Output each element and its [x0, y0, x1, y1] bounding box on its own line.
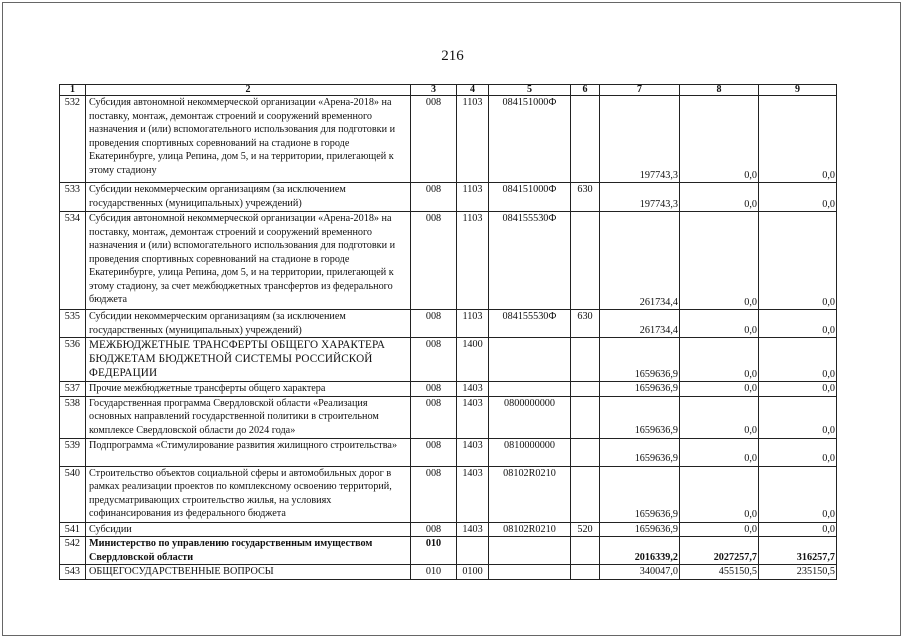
row-section-code [457, 537, 489, 565]
row-amount-col7: 197743,3 [600, 96, 680, 183]
row-amount-col9: 235150,5 [759, 565, 837, 580]
row-target-code: 084155530Ф [489, 310, 571, 338]
row-amount-col9: 0,0 [759, 183, 837, 212]
table-row [60, 382, 837, 397]
page-number: 216 [441, 48, 464, 64]
row-description: Подпрограмма «Стимулирование развития жилищного строительства» [86, 438, 411, 466]
row-amount-col7: 1659636,9 [600, 466, 680, 522]
row-target-code [489, 338, 571, 382]
row-target-code [489, 565, 571, 580]
table-row [60, 565, 837, 580]
row-number: 537 [60, 382, 86, 397]
row-description: Субсидия автономной некоммерческой организации «Арена-2018» на поставку, монтаж, демонтаж строений и сооружений временного назначения и (или) вспомогательного использования для подготовки и проведения спортивных соревнований на стадионе в городе Екатеринбурге, улица Репина, дом 5, и на территории, прилегающей к этому стадиону [86, 96, 411, 183]
row-amount-col8: 455150,5 [680, 565, 759, 580]
row-amount-col8: 0,0 [680, 522, 759, 537]
row-amount-col9: 316257,7 [759, 537, 837, 565]
row-amount-col9: 0,0 [759, 310, 837, 338]
header-col-1: 1 [60, 85, 86, 96]
row-amount-col8: 0,0 [680, 183, 759, 212]
row-ministry-code: 008 [411, 310, 457, 338]
row-expense-type [571, 438, 600, 466]
header-col-9: 9 [759, 85, 837, 96]
row-amount-col7: 1659636,9 [600, 522, 680, 537]
row-amount-col9: 0,0 [759, 338, 837, 382]
row-number: 536 [60, 338, 86, 382]
row-amount-col8: 0,0 [680, 96, 759, 183]
row-ministry-code: 008 [411, 382, 457, 397]
row-section-code: 1403 [457, 466, 489, 522]
row-amount-col8: 0,0 [680, 466, 759, 522]
row-ministry-code: 008 [411, 438, 457, 466]
row-section-code: 1103 [457, 310, 489, 338]
row-amount-col8: 0,0 [680, 212, 759, 310]
row-expense-type [571, 212, 600, 310]
row-expense-type [571, 96, 600, 183]
row-target-code: 084151000Ф [489, 183, 571, 212]
row-target-code [489, 382, 571, 397]
row-description: Министерство по управлению государственным имуществом Свердловской области [86, 537, 411, 565]
row-number: 538 [60, 396, 86, 438]
row-number: 540 [60, 466, 86, 522]
header-col-6: 6 [571, 85, 600, 96]
row-amount-col9: 0,0 [759, 438, 837, 466]
row-amount-col7: 2016339,2 [600, 537, 680, 565]
row-ministry-code: 010 [411, 537, 457, 565]
row-description: ОБЩЕГОСУДАРСТВЕННЫЕ ВОПРОСЫ [86, 565, 411, 580]
row-amount-col7: 261734,4 [600, 212, 680, 310]
header-col-5: 5 [489, 85, 571, 96]
row-number: 532 [60, 96, 86, 183]
row-target-code: 084151000Ф [489, 96, 571, 183]
row-expense-type [571, 537, 600, 565]
row-description: Субсидии некоммерческим организациям (за исключением государственных (муниципальных) учреждений) [86, 310, 411, 338]
row-ministry-code: 008 [411, 396, 457, 438]
row-expense-type [571, 338, 600, 382]
row-description: Субсидии [86, 522, 411, 537]
row-target-code: 0800000000 [489, 396, 571, 438]
row-amount-col8: 0,0 [680, 310, 759, 338]
row-number: 539 [60, 438, 86, 466]
row-amount-col8: 0,0 [680, 382, 759, 397]
row-amount-col9: 0,0 [759, 522, 837, 537]
row-description: Государственная программа Свердловской области «Реализация основных направлений государственной политики в строительном комплексе Свердловской области до 2024 года» [86, 396, 411, 438]
row-amount-col9: 0,0 [759, 396, 837, 438]
row-number: 542 [60, 537, 86, 565]
row-section-code: 1103 [457, 183, 489, 212]
row-amount-col8: 0,0 [680, 396, 759, 438]
row-ministry-code: 008 [411, 338, 457, 382]
row-expense-type [571, 382, 600, 397]
row-expense-type: 630 [571, 310, 600, 338]
row-target-code [489, 537, 571, 565]
row-number: 534 [60, 212, 86, 310]
row-amount-col7: 1659636,9 [600, 338, 680, 382]
row-number: 535 [60, 310, 86, 338]
row-amount-col9: 0,0 [759, 466, 837, 522]
row-amount-col8: 0,0 [680, 438, 759, 466]
row-ministry-code: 008 [411, 96, 457, 183]
row-amount-col7: 1659636,9 [600, 396, 680, 438]
row-amount-col8: 2027257,7 [680, 537, 759, 565]
row-amount-col9: 0,0 [759, 382, 837, 397]
row-amount-col7: 1659636,9 [600, 382, 680, 397]
header-col-7: 7 [600, 85, 680, 96]
row-section-code: 1403 [457, 382, 489, 397]
row-number: 541 [60, 522, 86, 537]
row-amount-col9: 0,0 [759, 212, 837, 310]
table-row [60, 537, 837, 565]
row-description: МЕЖБЮДЖЕТНЫЕ ТРАНСФЕРТЫ ОБЩЕГО ХАРАКТЕРА БЮДЖЕТАМ БЮДЖЕТНОЙ СИСТЕМЫ РОССИЙСКОЙ ФЕДЕРАЦИИ [86, 338, 411, 382]
table-row [60, 183, 837, 212]
row-amount-col7: 340047,0 [600, 565, 680, 580]
row-section-code: 1403 [457, 396, 489, 438]
header-col-3: 3 [411, 85, 457, 96]
table-row [60, 466, 837, 522]
row-target-code: 084155530Ф [489, 212, 571, 310]
table-row [60, 438, 837, 466]
table-row [60, 96, 837, 183]
table-header [60, 85, 837, 96]
row-expense-type: 630 [571, 183, 600, 212]
row-description: Субсидия автономной некоммерческой организации «Арена-2018» на поставку, монтаж, демонтаж строений и сооружений временного назначения и (или) вспомогательного использования для подготовки и проведения спортивных соревнований на стадионе в городе Екатеринбурге, улица Репина, дом 5, и на территории, прилегающей к этому стадиону, за счет межбюджетных трансфертов из федерального бюджета [86, 212, 411, 310]
row-amount-col7: 261734,4 [600, 310, 680, 338]
row-section-code: 1403 [457, 522, 489, 537]
row-number: 533 [60, 183, 86, 212]
row-ministry-code: 008 [411, 522, 457, 537]
table-row [60, 212, 837, 310]
row-section-code: 1403 [457, 438, 489, 466]
row-target-code: 0810000000 [489, 438, 571, 466]
row-target-code: 08102R0210 [489, 522, 571, 537]
row-description: Субсидии некоммерческим организациям (за исключением государственных (муниципальных) учреждений) [86, 183, 411, 212]
table-row [60, 522, 837, 537]
row-target-code: 08102R0210 [489, 466, 571, 522]
row-amount-col7: 197743,3 [600, 183, 680, 212]
header-col-2: 2 [86, 85, 411, 96]
row-ministry-code: 008 [411, 466, 457, 522]
table-row [60, 338, 837, 382]
header-col-4: 4 [457, 85, 489, 96]
row-amount-col8: 0,0 [680, 338, 759, 382]
row-amount-col7: 1659636,9 [600, 438, 680, 466]
row-amount-col9: 0,0 [759, 96, 837, 183]
budget-table [59, 84, 837, 580]
row-section-code: 1103 [457, 212, 489, 310]
header-col-8: 8 [680, 85, 759, 96]
row-expense-type [571, 396, 600, 438]
row-number: 543 [60, 565, 86, 580]
row-section-code: 0100 [457, 565, 489, 580]
row-expense-type: 520 [571, 522, 600, 537]
table-row [60, 396, 837, 438]
row-section-code: 1400 [457, 338, 489, 382]
row-expense-type [571, 565, 600, 580]
table-row [60, 310, 837, 338]
row-ministry-code: 008 [411, 212, 457, 310]
row-expense-type [571, 466, 600, 522]
row-description: Прочие межбюджетные трансферты общего характера [86, 382, 411, 397]
row-ministry-code: 008 [411, 183, 457, 212]
row-description: Строительство объектов социальной сферы и автомобильных дорог в рамках реализации проектов по комплексному освоению территорий, предусматривающих строительство жилья, на условиях софинансирования из федерального бюджета [86, 466, 411, 522]
row-ministry-code: 010 [411, 565, 457, 580]
row-section-code: 1103 [457, 96, 489, 183]
